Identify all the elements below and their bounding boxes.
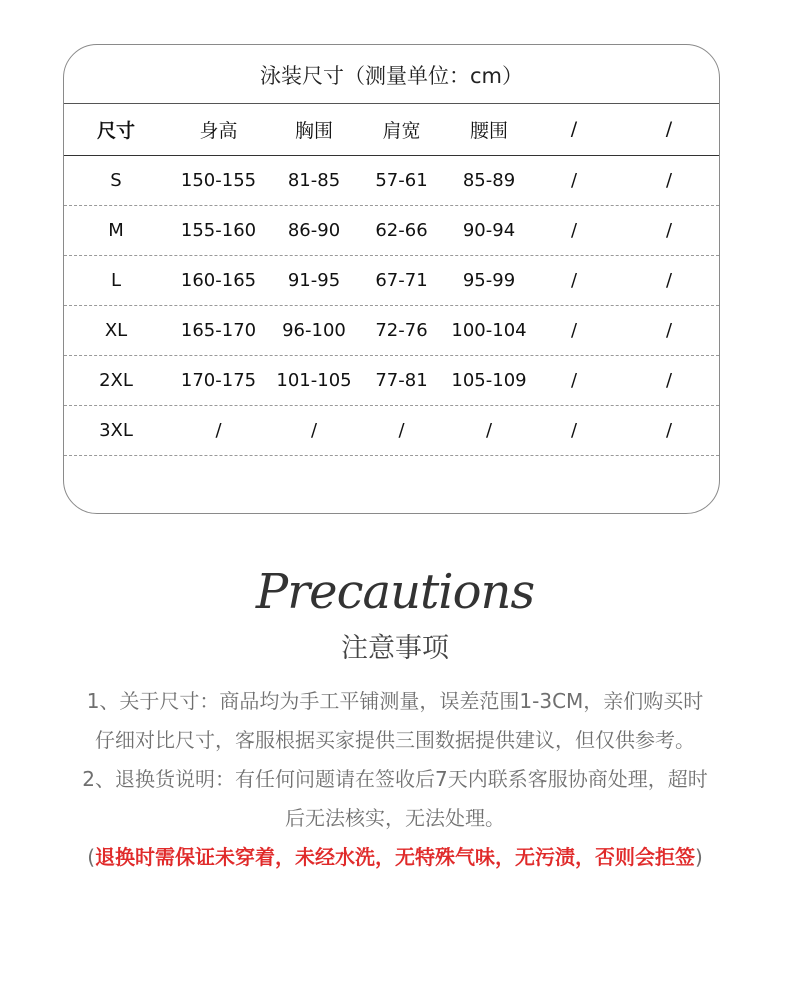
shoulder-cell: / bbox=[398, 420, 405, 441]
note-return-exchange: 2、退换货说明：有任何问题请在签收后7天内联系客服协商处理，超时后无法核实，无法处理。 bbox=[82, 767, 708, 830]
size-cell: S bbox=[110, 170, 122, 191]
bust-cell: 91-95 bbox=[287, 270, 341, 291]
waist-cell: 90-94 bbox=[462, 220, 516, 241]
empty-cell: / bbox=[665, 370, 673, 391]
table-header-row bbox=[64, 103, 719, 156]
bust-cell: / bbox=[310, 420, 318, 441]
header-size: 尺寸 bbox=[96, 119, 135, 142]
empty-cell: / bbox=[570, 320, 578, 341]
precautions-title: Precautions bbox=[255, 564, 535, 620]
paren-open: ( bbox=[87, 845, 95, 869]
bust-cell: 81-85 bbox=[287, 170, 341, 191]
empty-cell: / bbox=[665, 320, 673, 341]
table-row-xl bbox=[64, 306, 719, 356]
shoulder-cell: 62-66 bbox=[375, 220, 428, 241]
bust-cell: 96-100 bbox=[282, 320, 346, 341]
height-cell: 160-165 bbox=[180, 270, 257, 291]
size-cell: 2XL bbox=[99, 370, 133, 391]
waist-cell: 95-99 bbox=[462, 270, 516, 291]
table-row-2xl bbox=[64, 356, 719, 406]
header-shoulder: 肩宽 bbox=[382, 119, 421, 142]
shoulder-cell: 77-81 bbox=[375, 370, 428, 391]
height-cell: 150-155 bbox=[180, 170, 257, 191]
table-row-3xl bbox=[64, 406, 719, 456]
waist-cell: 100-104 bbox=[451, 320, 527, 341]
empty-cell: / bbox=[570, 420, 578, 441]
shoulder-cell: 57-61 bbox=[375, 170, 428, 191]
height-cell: 170-175 bbox=[180, 370, 257, 391]
size-cell: M bbox=[108, 220, 124, 241]
empty-cell: / bbox=[665, 270, 673, 291]
bust-cell: 86-90 bbox=[287, 220, 341, 241]
empty-cell: / bbox=[570, 170, 578, 191]
height-cell: 165-170 bbox=[180, 320, 257, 341]
height-cell: 155-160 bbox=[180, 220, 257, 241]
waist-cell: / bbox=[485, 420, 493, 441]
header-empty-2: / bbox=[665, 118, 673, 140]
size-table bbox=[64, 103, 719, 456]
empty-cell: / bbox=[570, 220, 578, 241]
empty-cell: / bbox=[665, 420, 673, 441]
table-row-s bbox=[64, 156, 719, 206]
shoulder-cell: 72-76 bbox=[375, 320, 428, 341]
empty-cell: / bbox=[665, 220, 673, 241]
precautions-notes bbox=[80, 682, 710, 877]
header-bust: 胸围 bbox=[294, 119, 333, 142]
bust-cell: 101-105 bbox=[276, 370, 352, 391]
size-cell: L bbox=[110, 270, 122, 291]
empty-cell: / bbox=[570, 270, 578, 291]
waist-cell: 105-109 bbox=[451, 370, 527, 391]
return-warning-text: 退换时需保证未穿着，未经水洗，无特殊气味，无污渍，否则会拒签 bbox=[95, 845, 695, 869]
size-cell: 3XL bbox=[99, 420, 133, 441]
note-return-conditions bbox=[80, 838, 710, 877]
table-row-m bbox=[64, 206, 719, 256]
precautions-subtitle: 注意事项 bbox=[341, 633, 449, 664]
empty-cell: / bbox=[665, 170, 673, 191]
table-row-l bbox=[64, 256, 719, 306]
header-waist: 腰围 bbox=[469, 119, 508, 142]
size-chart-title: 泳装尺寸（测量单位：cm） bbox=[64, 45, 719, 104]
note-size-measurement: 1、关于尺寸：商品均为手工平铺测量，误差范围1-3CM，亲们购买时仔细对比尺寸，客服根据买家提供三围数据提供建议，但仅供参考。 bbox=[86, 689, 704, 752]
waist-cell: 85-89 bbox=[462, 170, 516, 191]
shoulder-cell: 67-71 bbox=[375, 270, 428, 291]
empty-cell: / bbox=[570, 370, 578, 391]
header-height: 身高 bbox=[199, 119, 238, 142]
size-chart-card bbox=[63, 44, 720, 514]
header-empty-1: / bbox=[570, 118, 578, 140]
height-cell: / bbox=[215, 420, 222, 441]
size-cell: XL bbox=[104, 320, 128, 341]
paren-close: ) bbox=[695, 845, 703, 869]
